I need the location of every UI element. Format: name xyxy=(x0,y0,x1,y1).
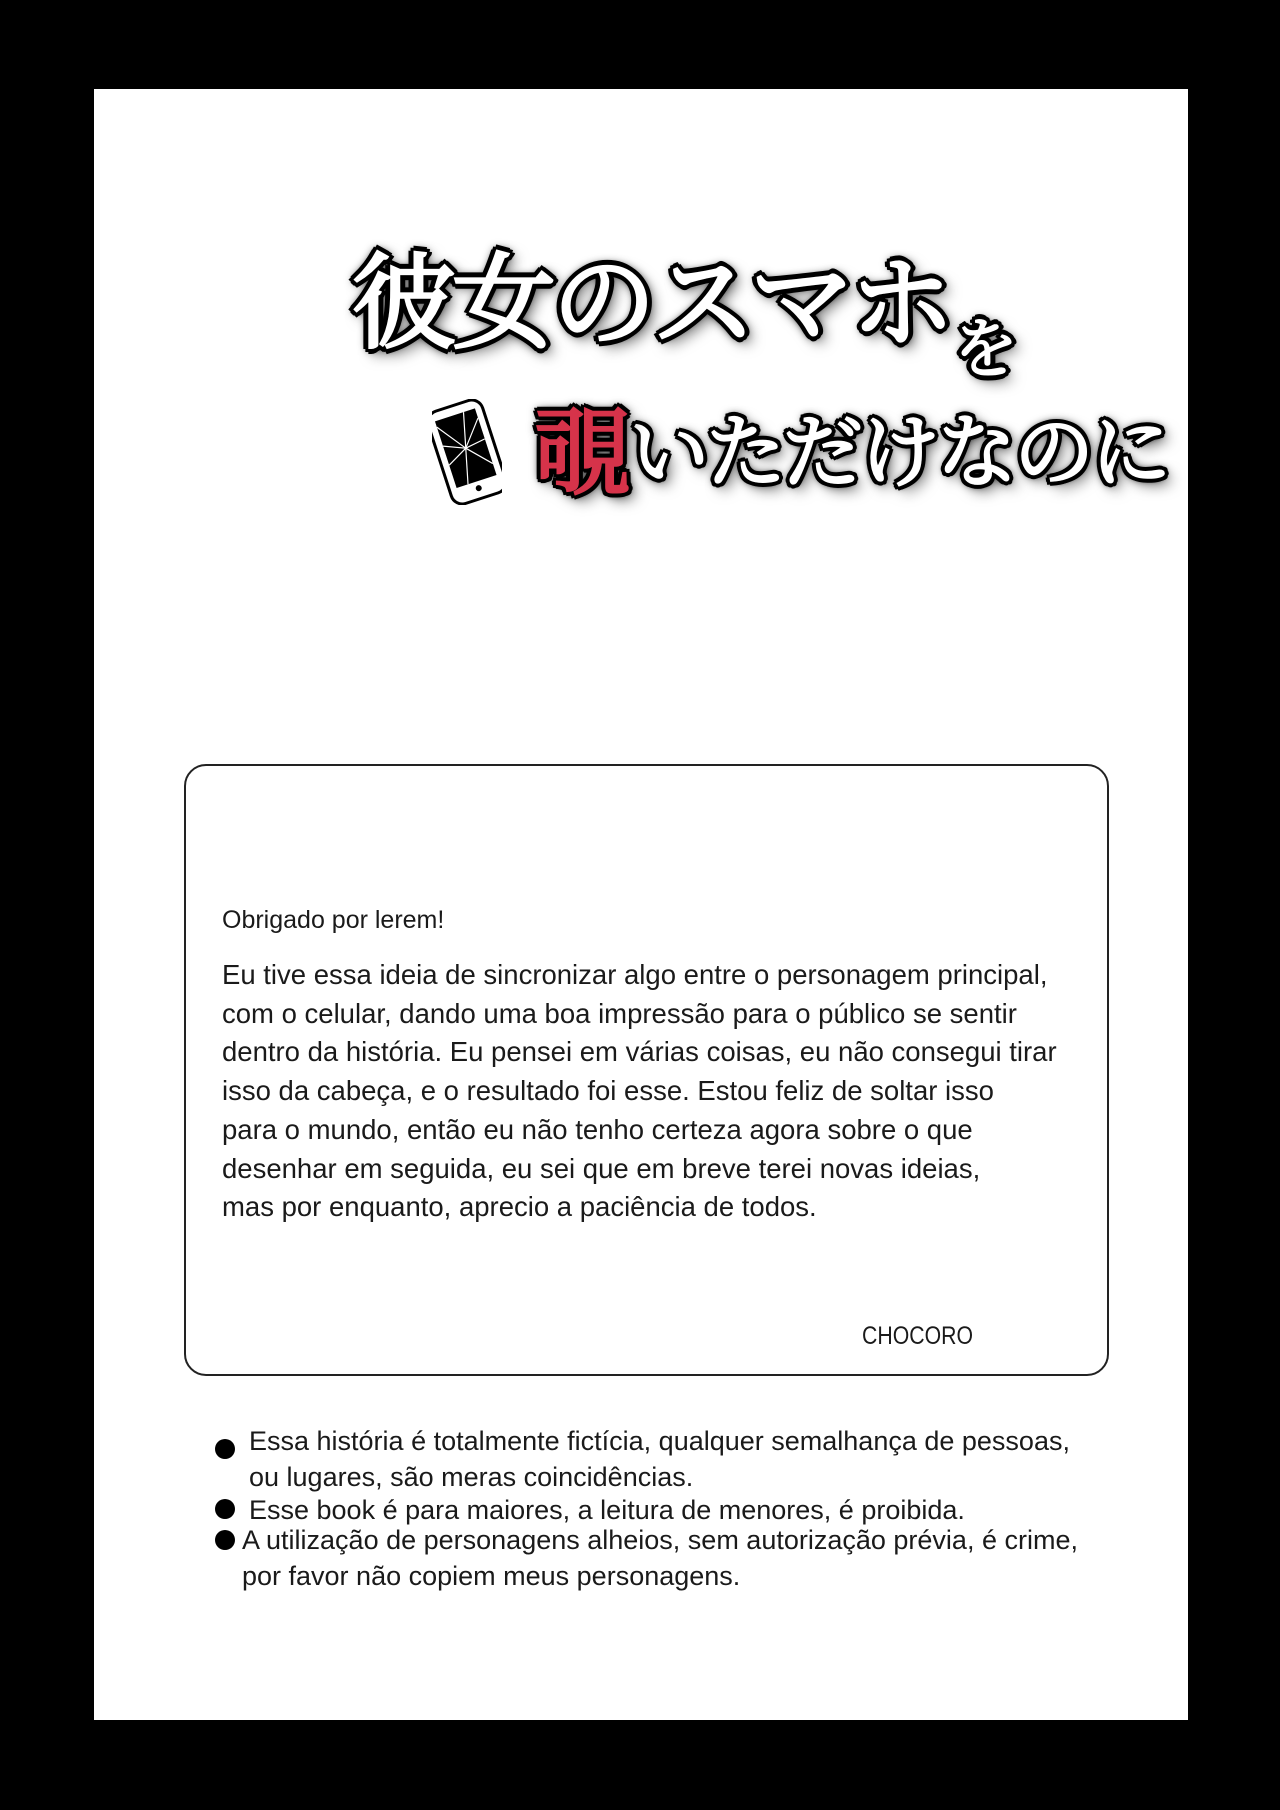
bullet-icon xyxy=(215,1499,235,1519)
cracked-phone-icon xyxy=(432,399,502,505)
message-line: para o mundo, então eu não tenho certeza agora sobre o que xyxy=(222,1113,973,1145)
greeting-text: Obrigado por lerem! xyxy=(222,906,445,934)
title-line-2 xyxy=(534,396,1168,509)
title-line-1 xyxy=(352,241,1014,387)
page xyxy=(94,89,1188,1720)
message-line: Eu tive essa ideia de sincronizar algo entre o personagem principal, xyxy=(222,959,1048,990)
title-particle-text: を xyxy=(953,312,1014,387)
note-line: A utilização de personagens alheios, sem autorização prévia, é crime, xyxy=(242,1525,1078,1555)
note-line: por favor não copiem meus personagens. xyxy=(242,1561,741,1591)
bullet-icon xyxy=(215,1530,235,1550)
message-line: isso da cabeça, e o resultado foi esse. Estou feliz de soltar isso xyxy=(222,1075,994,1107)
title-logo xyxy=(244,169,1168,509)
message-body xyxy=(222,956,1057,1227)
message-line: desenhar em seguida, eu sei que em breve terei novas ideias, xyxy=(222,1152,981,1184)
note-item xyxy=(242,1522,1078,1594)
message-line: dentro da história. Eu pensei em várias coisas, eu não consegui tirar xyxy=(222,1036,1057,1068)
note-line: ou lugares, são meras coincidências. xyxy=(249,1462,694,1492)
bullet-icon xyxy=(215,1439,235,1459)
message-line: mas por enquanto, aprecio a paciência de todos. xyxy=(222,1191,817,1223)
message-box xyxy=(184,764,1109,1376)
note-line: Esse book é para maiores, a leitura de menores, é proibida. xyxy=(249,1495,965,1525)
title-rest-text: いただけなのに xyxy=(629,405,1168,499)
author-signature: CHOCORO xyxy=(862,1322,973,1350)
message-line: com o celular, dando uma boa impressão para o público se sentir xyxy=(222,997,1017,1029)
note-line: Essa história é totalmente fictícia, qualquer semalhança de pessoas, xyxy=(249,1426,1070,1456)
title-main-text: 彼女のスマホ xyxy=(352,241,950,364)
note-item xyxy=(249,1423,1070,1495)
title-accent-character: 覗 xyxy=(534,396,627,509)
